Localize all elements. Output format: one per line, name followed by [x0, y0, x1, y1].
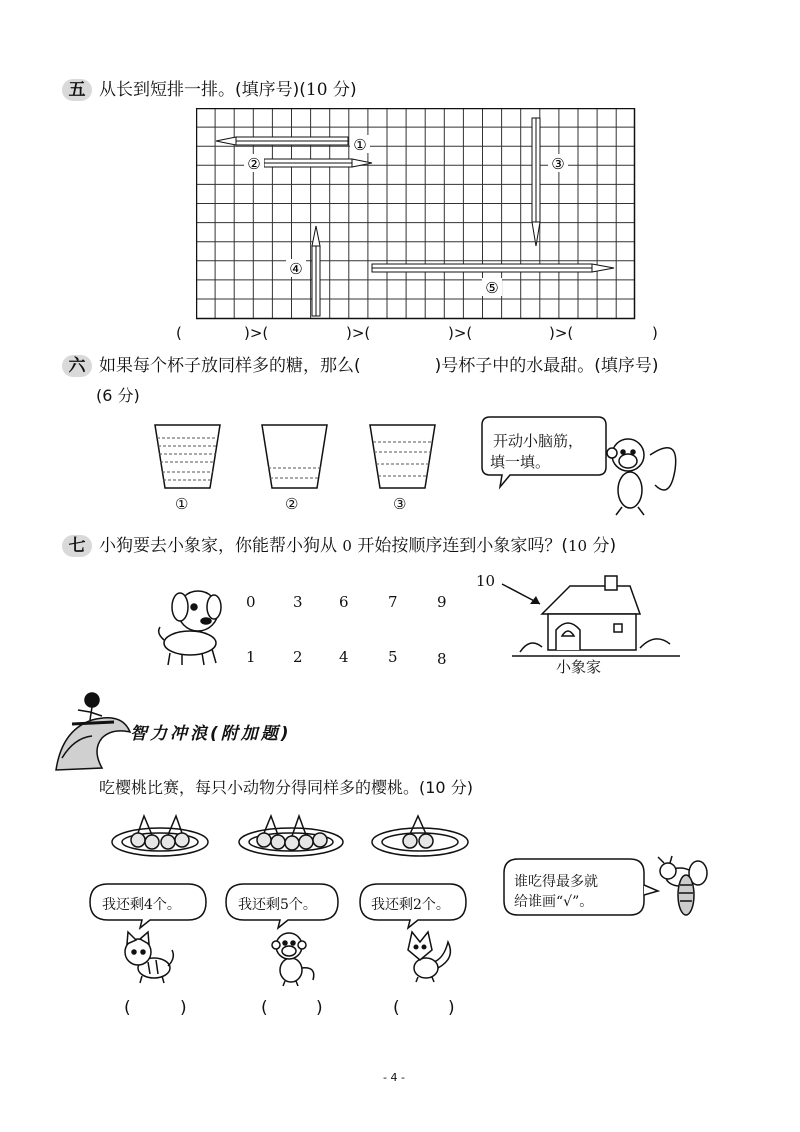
dot-number[interactable]: 7 [388, 593, 398, 611]
bonus-title: 智力冲浪(附加题) [130, 724, 292, 744]
number-ten[interactable]: 10 [476, 572, 496, 590]
pencil-1 [216, 137, 348, 145]
bee-hint-line-1: 谁吃得最多就 [514, 874, 598, 890]
pencil-5 [372, 264, 614, 272]
dot-number[interactable]: 5 [388, 648, 398, 666]
pencil-2-label: ② [247, 155, 261, 173]
bee-icon [658, 856, 707, 915]
pencil-4-label: ④ [289, 260, 303, 278]
dot-number[interactable]: 3 [293, 593, 303, 611]
answer-blank[interactable]: ( [124, 998, 131, 1018]
answer-blank[interactable]: ( [261, 998, 268, 1018]
bee-hint-line-2: 给谁画“√”。 [514, 894, 594, 910]
plate-1 [112, 816, 208, 856]
dot-number[interactable]: 0 [246, 593, 256, 611]
monkey-icon [607, 439, 676, 515]
answer-blank[interactable]: ) [652, 324, 658, 342]
cup-1 [155, 425, 220, 488]
answer-blank[interactable]: )>( [244, 324, 269, 342]
answer-blank[interactable]: )>( [448, 324, 473, 342]
plate-2 [239, 816, 343, 856]
answer-blank[interactable]: )>( [346, 324, 371, 342]
pencil-2 [264, 159, 372, 167]
answer-blank[interactable]: )>( [549, 324, 574, 342]
hint-line-2: 填一填。 [490, 453, 551, 471]
cup-1-label: ① [175, 495, 189, 513]
fox-icon [398, 928, 458, 983]
cup-3-label: ③ [393, 495, 407, 513]
cup-3 [370, 425, 435, 488]
answer-blank[interactable]: ) [180, 998, 187, 1018]
dot-number[interactable]: 2 [293, 648, 303, 666]
cup-2 [262, 425, 327, 488]
surfer-icon [52, 690, 132, 775]
cup-2-label: ② [285, 495, 299, 513]
section-5-badge: 五 [62, 79, 92, 101]
answer-blank[interactable]: ( [393, 998, 400, 1018]
answer-blank[interactable]: ( [176, 324, 182, 342]
pencil-3-label: ③ [551, 155, 565, 173]
puppy-icon [150, 585, 230, 670]
section-6-badge: 六 [62, 355, 92, 377]
section-6-question: 如果每个杯子放同样多的糖，那么( )号杯子中的水最甜。(填序号) [99, 356, 659, 376]
answer-blank[interactable]: ) [316, 998, 323, 1018]
cat-icon [118, 930, 178, 985]
speech-fox: 我还剩2个。 [371, 897, 450, 913]
section-5-question: 从长到短排一排。(填序号)(10 分) [99, 80, 357, 100]
elephant-house-label: 小象家 [556, 658, 602, 676]
pencil-5-label: ⑤ [485, 279, 499, 297]
dot-number[interactable]: 6 [339, 593, 349, 611]
bonus-question: 吃樱桃比赛，每只小动物分得同样多的樱桃。(10 分) [99, 778, 473, 797]
plate-3 [372, 816, 468, 856]
section-7-badge: 七 [62, 535, 92, 557]
pencil-3 [532, 118, 540, 246]
dot-number[interactable]: 8 [437, 650, 447, 668]
dot-number[interactable]: 4 [339, 648, 349, 666]
grid-with-pencils [196, 108, 636, 320]
elephant-house-icon [490, 572, 690, 662]
hint-line-1: 开动小脑筋， [493, 432, 584, 450]
pencil-4 [312, 226, 320, 316]
small-monkey-icon [265, 928, 320, 988]
dot-number[interactable]: 1 [246, 648, 256, 666]
dot-number[interactable]: 9 [437, 593, 447, 611]
speech-cat: 我还剩4个。 [102, 897, 181, 913]
section-7-question: 小狗要去小象家，你能帮小狗从 0 开始按顺序连到小象家吗？(10 分) [99, 536, 617, 556]
cherry-plates [108, 812, 478, 864]
pencil-1-label: ① [353, 136, 367, 154]
page-number: - 4 - [383, 1071, 405, 1084]
answer-blank[interactable]: ) [448, 998, 455, 1018]
section-6-score: (6 分) [96, 386, 140, 405]
speech-monkey: 我还剩5个。 [238, 897, 317, 913]
